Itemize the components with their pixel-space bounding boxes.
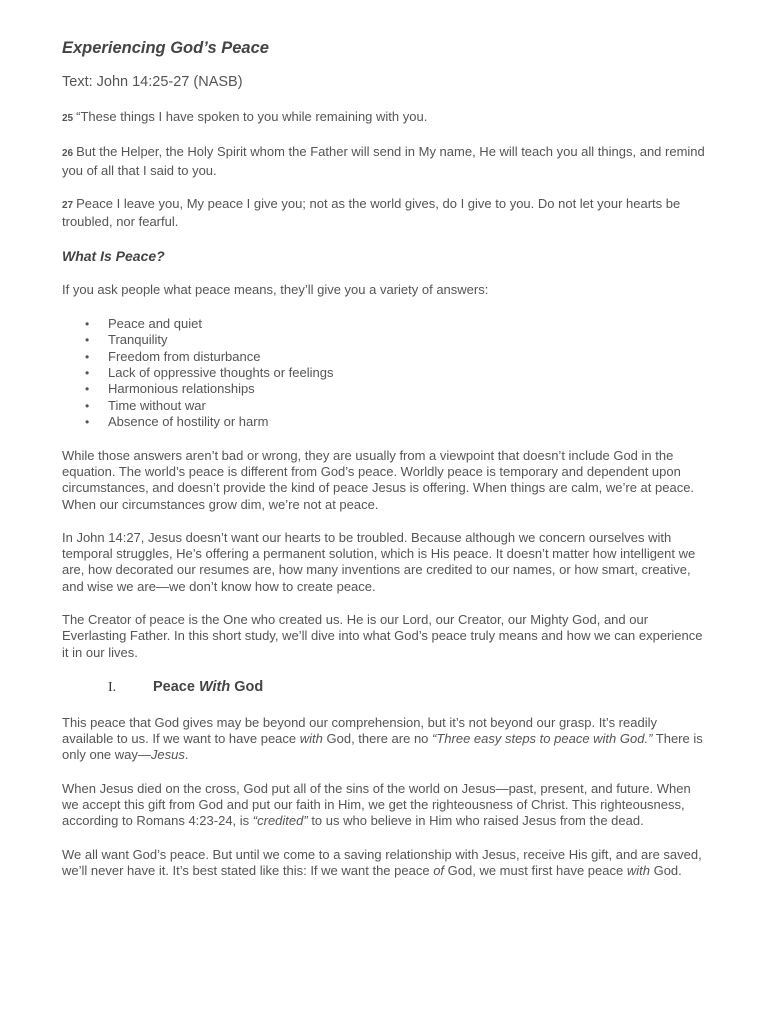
emphasis-run: of [433,862,445,878]
text-run: . [184,747,189,763]
list-item: • Time without war [108,398,706,414]
list-item: • Freedom from disturbance [108,349,706,365]
verse-number: 25 [62,113,74,124]
verse-number: 26 [62,148,74,160]
heading-text [153,678,263,696]
body-paragraph [62,781,706,830]
body-paragraph: In John 14:27, Jesus doesn’t want our hearts to be troubled. Because although we concern ourselves with temporal struggles, He’s offering a permanent solution, which is His peace. It doesn’t matter how intelligent we are, how decorated our resumes are, how many inventions are credited to our names, or how smart, creative, and wise we are—we don’t know how to create peace. [62,529,696,594]
section-title: What Is Peace? [62,248,165,265]
emphasis-run: with [626,862,650,878]
list-item: • Absence of hostility or harm [108,414,706,430]
text-run: There is only one way— [62,731,703,763]
verse-text: But the Helper, the Holy Spirit whom the Father will send in My name, He will teach you all things, and remind you of all that I said to you. [62,144,705,178]
body-paragraph [62,715,706,764]
emphasis-run: “credited” [252,813,308,829]
verse-text: Peace I leave you, My peace I give you; not as the world gives, do I give to you. Do not let your hearts be troubled, nor fearful. [62,195,681,230]
list-item: • Peace and quiet [108,316,706,332]
verse-26 [62,144,706,179]
bullet-list [62,316,706,431]
list-item: • Harmonious relationships [108,381,706,397]
body-paragraph [62,847,706,880]
intro-paragraph: If you ask people what peace means, they’ll give you a variety of answers: [62,282,489,298]
text-run: We all want God’s peace. But until we come to a saving relationship with Jesus, receive His gift, and are saved, we’ll never have it. It’s best stated like this: If we want the peace [62,846,702,878]
list-item: • Tranquility [108,332,706,348]
text-run: God, we must first have peace [444,862,627,878]
list-item: • Lack of oppressive thoughts or feelings [108,365,706,381]
text-run: to us who believe in Him who raised Jesus from the dead. [307,813,644,829]
heading-text-part: Peace [153,678,199,695]
heading-text-part: God [230,678,264,695]
emphasis-run: with [299,731,323,747]
body-paragraph: While those answers aren’t bad or wrong, they are usually from a viewpoint that doesn’t include God in the equation. The world’s peace is different from God’s peace. Worldly peace is temporary and dependent upon circumstances, and doesn’t provide the kind of peace Jesus is offering. When things are calm, we’re at peace. When our circumstances grow dim, we’re not at peace. [62,447,695,512]
verse-number: 27 [62,199,74,211]
text-run: God, there are no [322,731,433,747]
text-run: This peace that God gives may be beyond our comprehension, but it’s not beyond our grasp. It’s readily available to us. If we want to have peace [62,714,657,747]
scripture-reference: Text: John 14:25-27 (NASB) [62,74,243,90]
text-run: God. [649,862,682,878]
emphasis-run: “Three easy steps to peace with God.” [432,731,653,747]
document-title: Experiencing God’s Peace [62,39,269,57]
verse-text: “These things I have spoken to you while remaining with you. [76,109,428,124]
emphasis-run: Jesus [150,747,185,763]
text-run: When Jesus died on the cross, God put all of the sins of the world on Jesus—past, present, and future. When we accept this gift from God and put our faith in Him, we get the righteousness of Christ. This righteousness, according to Romans 4:23-24, is [62,780,691,829]
roman-numeral: I. [108,679,117,695]
verse-25 [62,109,706,127]
verse-27 [62,196,706,231]
heading-emphasis: With [198,678,231,695]
body-paragraph: The Creator of peace is the One who created us. He is our Lord, our Creator, our Mighty God, and our Everlasting Father. In this short study, we’ll dive into what God’s peace truly means and how we can experience it in our lives. [62,612,703,660]
section-heading-1 [62,678,706,697]
